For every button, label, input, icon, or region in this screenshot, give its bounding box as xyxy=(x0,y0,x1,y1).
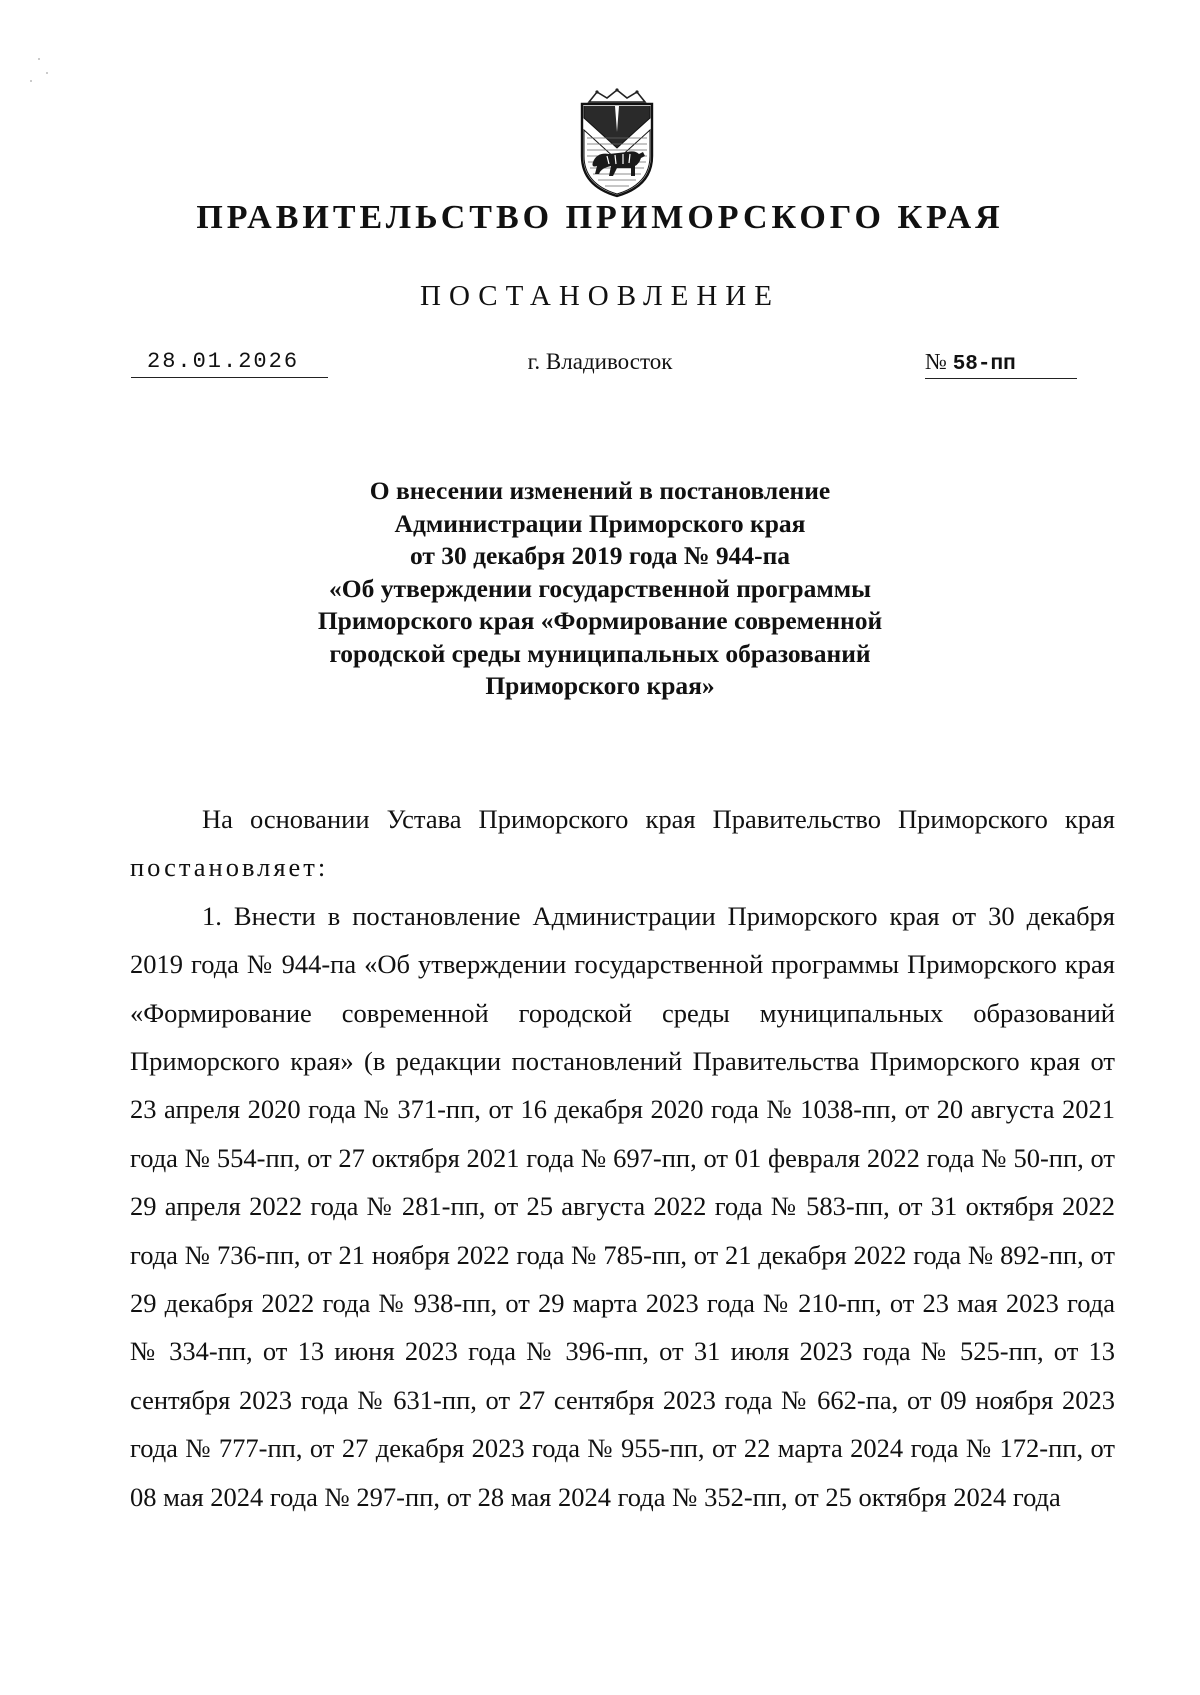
decree-word: постановляет: xyxy=(130,852,329,883)
document-body xyxy=(130,795,1115,1521)
intro-text: На основании Устава Приморского края Правительство Приморского края xyxy=(202,804,1115,834)
scan-dot xyxy=(30,80,32,82)
subject-line: «Об утверждении государственной программы xyxy=(329,573,871,603)
item-1-paragraph: 1. Внести в постановление Администрации Приморского края от 30 декабря 2019 года № 944-па «Об утверждении государственной программы Приморского края «Формирование современной городской среды муниципальных образований Приморского края» (в редакции постановлений Правительства Приморского края от 23 апреля 2020 года № 371-пп, от 16 декабря 2020 года № 1038-пп, от 20 августа 2021 года № 554-пп, от 27 октября 2021 года № 697-пп, от 01 февраля 2022 года № 50-пп, от 29 апреля 2022 года № 281-пп, от 25 августа 2022 года № 583-пп, от 31 октября 2022 года № 736-пп, от 21 ноября 2022 года № 785-пп, от 21 декабря 2022 года № 892-пп, от 29 декабря 2022 года № 938-пп, от 29 марта 2023 года № 210-пп, от 23 мая 2023 года № 334-пп, от 13 июня 2023 года № 396-пп, от 31 июля 2023 года № 525-пп, от 13 сентября 2023 года № 631-пп, от 27 сентября 2023 года № 662-па, от 09 ноября 2023 года № 777-пп, от 27 декабря 2023 года № 955-пп, от 22 марта 2024 года № 172-пп, от 08 мая 2024 года № 297-пп, от 28 мая 2024 года № 352-пп, от 25 октября 2024 года xyxy=(130,900,1115,1512)
intro-paragraph xyxy=(130,795,1115,892)
document-number-value: 58-пп xyxy=(952,353,1016,376)
subject-line: Приморского края «Формирование современной xyxy=(317,606,883,635)
document-date: 28.01.2026 xyxy=(131,350,328,378)
document-number-prefix: № xyxy=(925,349,953,374)
primorsky-krai-coat-of-arms-icon xyxy=(567,88,667,198)
subject-line: Администрации Приморского края xyxy=(394,508,806,538)
document-meta-row xyxy=(0,350,1200,390)
organization-title: ПРАВИТЕЛЬСТВО ПРИМОРСКОГО КРАЯ xyxy=(196,199,1004,236)
subject-line: О внесении изменений в постановление xyxy=(369,476,831,505)
subject-line: городской среды муниципальных образований xyxy=(329,638,871,668)
scan-dot xyxy=(38,58,40,60)
subject-line: Приморского края» xyxy=(485,671,715,700)
scan-dot xyxy=(46,72,48,74)
document-city: г. Владивосток xyxy=(527,349,673,374)
document-type: ПОСТАНОВЛЕНИЕ xyxy=(420,280,780,312)
document-number xyxy=(925,350,1077,379)
document-subject xyxy=(0,475,1200,703)
subject-line: от 30 декабря 2019 года № 944-па xyxy=(409,541,791,570)
